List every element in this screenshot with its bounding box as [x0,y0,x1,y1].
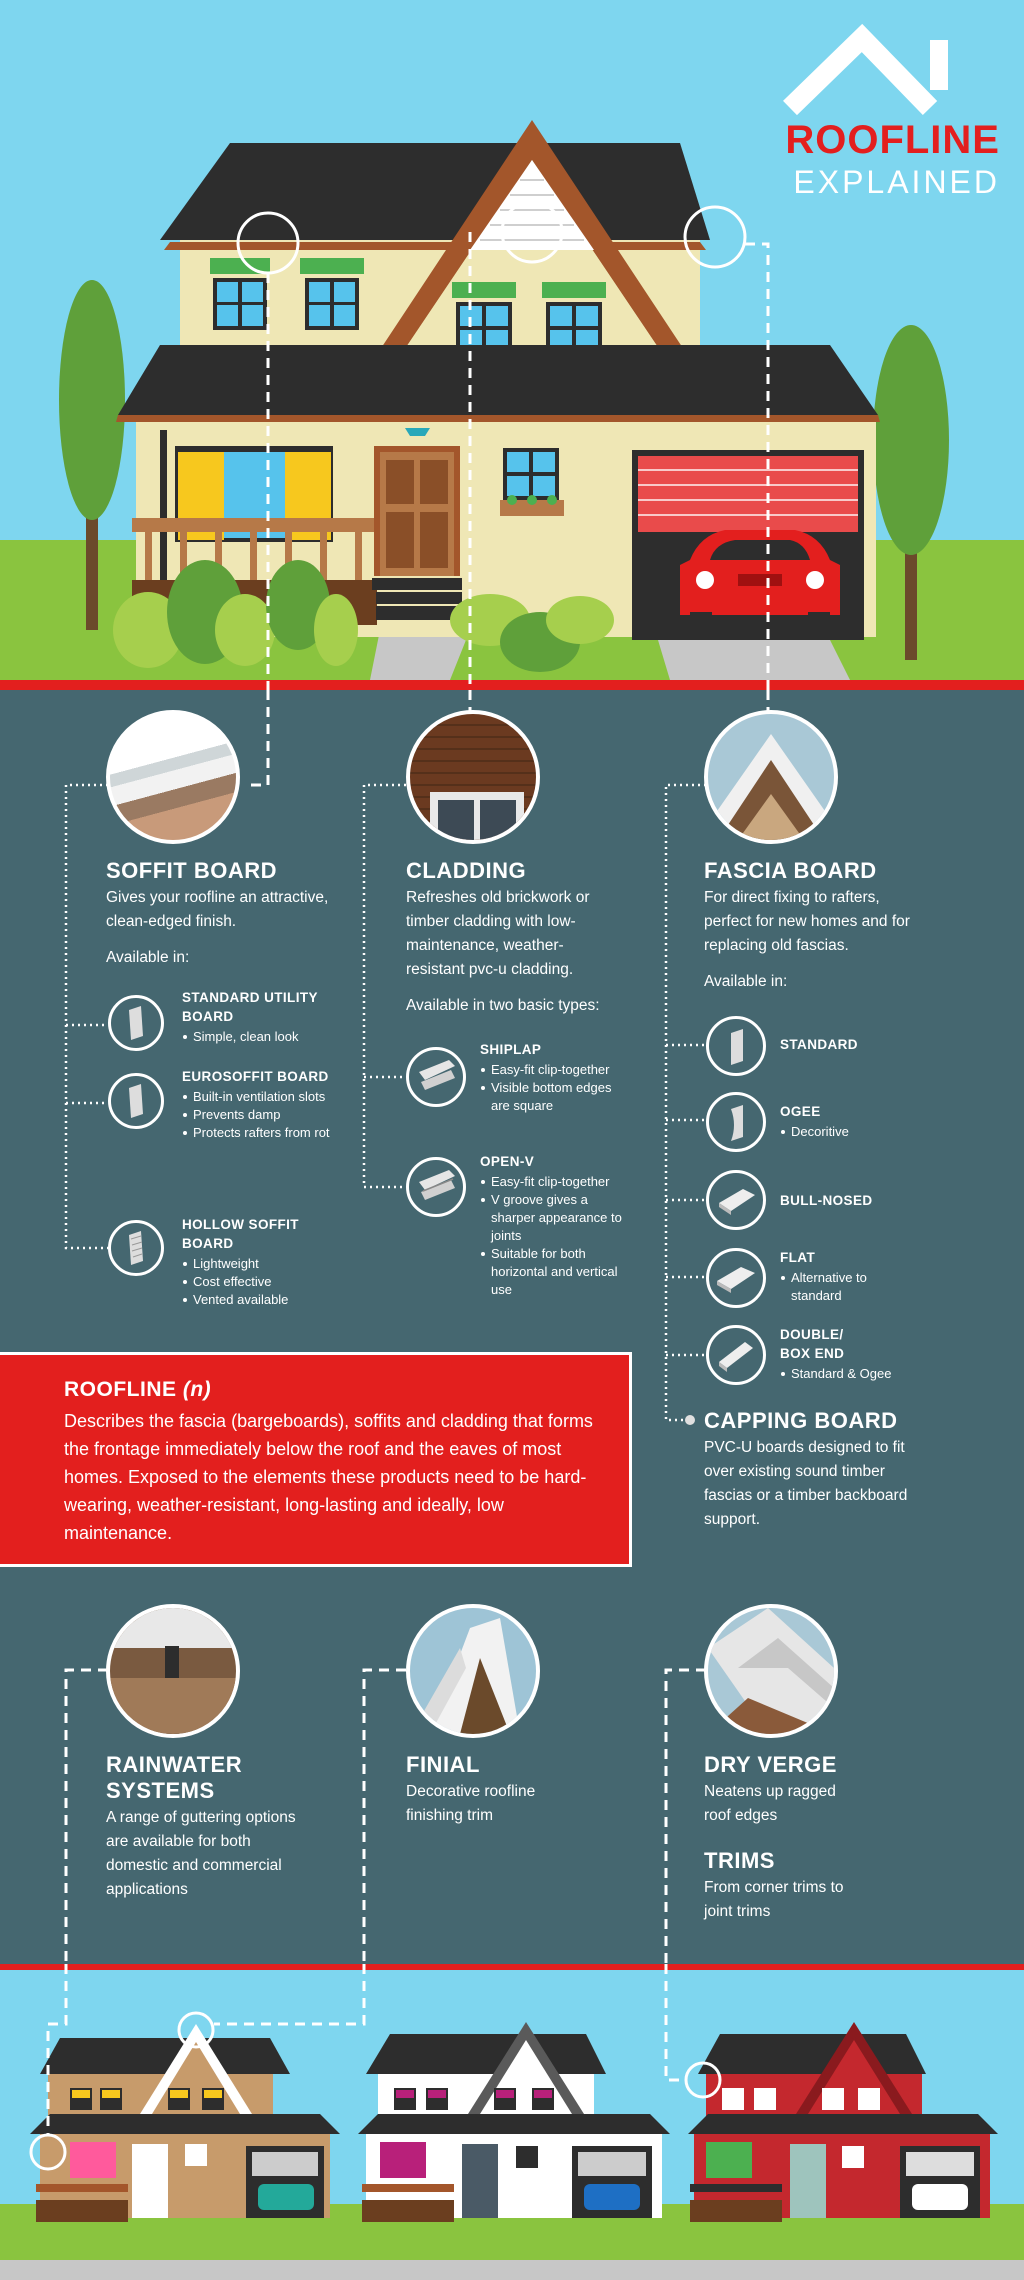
cladding-available: Available in two basic types: [406,997,600,1014]
fascia-item-4-bullet: Standard & Ogee [780,1365,920,1383]
fascia-item-0-name: STANDARD [780,1037,858,1052]
soffit-photo [106,710,240,844]
cladding-photo [406,710,540,844]
hero-scene [0,0,1024,690]
cladding-item-1-bullet: V groove gives a sharper appearance to joints [480,1191,630,1245]
soffit-available: Available in: [106,949,190,966]
rainwater-text: A range of guttering options are available for both domestic and commercial applications [106,1809,296,1898]
trims-heading: TRIMS [704,1848,775,1873]
open-v-icon [406,1157,466,1217]
rainwater-heading: RAINWATER SYSTEMS [106,1752,243,1803]
capping-text: PVC-U boards designed to fit over existing sound timber fascias or a timber backboard support. [704,1439,908,1528]
soffit-heading: SOFFIT BOARD [106,858,277,883]
soffit-item-2-bullet: Vented available [182,1291,332,1309]
title-sub: EXPLAINED [793,164,1000,200]
dry-verge-photo [704,1604,838,1738]
dry-verge-heading: DRY VERGE [704,1752,837,1777]
cladding-item-1-bullet: Easy-fit clip-together [480,1173,630,1191]
definition-heading: ROOFLINE [64,1378,177,1401]
cladding-text: Refreshes old brickwork or timber cladding with low-maintenance, weather-resistant pvc-u cladding. [406,889,590,978]
fascia-item-3-name: FLAT [780,1250,816,1265]
fascia-item-2-name: BULL-NOSED [780,1193,873,1208]
fascia-item-1-name: OGEE [780,1104,821,1119]
cladding-item-1-bullet: Suitable for both horizontal and vertical use [480,1245,630,1299]
double-box-end-icon [706,1325,766,1385]
soffit-item-1-name: EUROSOFFIT BOARD [182,1069,329,1084]
soffit-item-1-bullet: Protects rafters from rot [182,1124,332,1142]
soffit-text: Gives your roofline an attractive, clean-edged finish. [106,889,329,930]
bull-nosed-icon [706,1170,766,1230]
definition-pos: (n) [182,1378,212,1401]
title-main: ROOFLINE [785,118,1000,162]
fascia-item-1-bullet: Decoritive [780,1123,920,1141]
cladding-item-0-name: SHIPLAP [480,1042,542,1057]
finial-photo [406,1604,540,1738]
soffit-item-1-bullet: Prevents damp [182,1106,332,1124]
soffit-item-0-name: STANDARD UTILITY BOARD [182,990,318,1024]
fascia-standard-icon [706,1016,766,1076]
shiplap-icon [406,1047,466,1107]
flat-board-icon [706,1248,766,1308]
finial-heading: FINIAL [406,1752,480,1777]
fascia-item-3-bullet: Alternative to standard [780,1269,920,1305]
bottom-scene [0,1964,1024,2280]
dry-verge-text: Neatens up ragged roof edges [704,1783,836,1824]
fascia-item-4-name: DOUBLE/ BOX END [780,1327,845,1361]
soffit-item-2-bullet: Cost effective [182,1273,332,1291]
cladding-item-0-bullet: Visible bottom edges are square [480,1079,630,1115]
soffit-item-1-bullet: Built-in ventilation slots [182,1088,332,1106]
rainwater-photo [106,1604,240,1738]
definition-text: Describes the fascia (bargeboards), soffits and cladding that forms the frontage immediately below the roof and the eaves of most homes. Exposed to the elements these products need to be hard-wearing, weather-resistant, long-lasting and ideally, low maintenance. [64,1411,593,1543]
three-houses-illustration [0,1964,1024,2280]
fascia-text: For direct fixing to rafters, perfect for new homes and for replacing old fascias. [704,889,910,954]
fascia-ogee-icon [706,1092,766,1152]
roofline-definition-box [0,1352,632,1567]
fascia-available: Available in: [704,973,788,990]
capping-heading: CAPPING BOARD [704,1408,898,1433]
main-house-illustration [0,0,1024,690]
cladding-item-1-name: OPEN-V [480,1154,535,1169]
cladding-heading: CLADDING [406,858,527,883]
standard-utility-board-icon [108,995,164,1051]
soffit-item-2-name: HOLLOW SOFFIT BOARD [182,1217,299,1251]
soffit-item-2-bullet: Lightweight [182,1255,332,1273]
hollow-soffit-board-icon [108,1220,164,1276]
fascia-heading: FASCIA BOARD [704,858,877,883]
trims-text: From corner trims to joint trims [704,1879,844,1920]
soffit-item-0-bullet: Simple, clean look [182,1028,332,1046]
eurosoffit-board-icon [108,1073,164,1129]
finial-text: Decorative roofline finishing trim [406,1783,536,1824]
cladding-item-0-bullet: Easy-fit clip-together [480,1061,630,1079]
fascia-photo [704,710,838,844]
